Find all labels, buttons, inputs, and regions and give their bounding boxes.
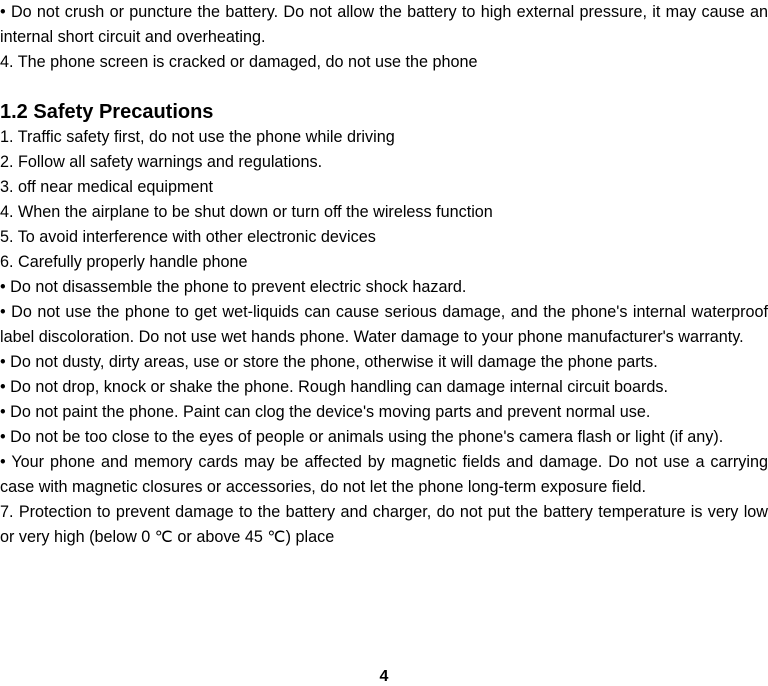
item-1-traffic-safety: 1. Traffic safety first, do not use the phone while driving (0, 128, 395, 146)
item-6-handle-phone: 6. Carefully properly handle phone (0, 253, 248, 271)
bullet-magnetic-fields: • Your phone and memory cards may be affected by magnetic fields and damage. Do not use a carrying case with magnetic closures or accessories, do not let the phone long-term exposure field. (0, 453, 768, 496)
bullet-camera-flash: • Do not be too close to the eyes of people or animals using the phone's camera flash or light (if any). (0, 428, 724, 446)
item-4-cracked-screen: 4. The phone screen is cracked or damaged, do not use the phone (0, 53, 478, 71)
bullet-dusty-areas: • Do not dusty, dirty areas, use or store the phone, otherwise it will damage the phone parts. (0, 353, 658, 371)
item-4-airplane: 4. When the airplane to be shut down or turn off the wireless function (0, 203, 493, 221)
bullet-wet-liquids: • Do not use the phone to get wet-liquids can cause serious damage, and the phone's internal waterproof label discoloration. Do not use wet hands phone. Water damage to your phone manufacturer's warranty. (0, 303, 768, 346)
bullet-drop-knock: • Do not drop, knock or shake the phone. Rough handling can damage internal circuit boards. (0, 378, 668, 396)
item-3-medical-equipment: 3. off near medical equipment (0, 178, 213, 196)
item-5-interference: 5. To avoid interference with other electronic devices (0, 228, 376, 246)
page-number: 4 (379, 668, 389, 685)
section-heading: 1.2 Safety Precautions (0, 101, 214, 123)
item-2-follow-warnings: 2. Follow all safety warnings and regulations. (0, 153, 323, 171)
item-7-battery-temperature: 7. Protection to prevent damage to the battery and charger, do not put the battery temperature is very low or very high (below 0 ℃ or above 45 ℃) place (0, 503, 768, 546)
bullet-paint: • Do not paint the phone. Paint can clog the device's moving parts and prevent normal use. (0, 403, 651, 421)
bullet-disassemble: • Do not disassemble the phone to prevent electric shock hazard. (0, 278, 467, 296)
bullet-crush-battery: • Do not crush or puncture the battery. Do not allow the battery to high external pressure, it may cause an internal short circuit and overheating. (0, 3, 768, 46)
